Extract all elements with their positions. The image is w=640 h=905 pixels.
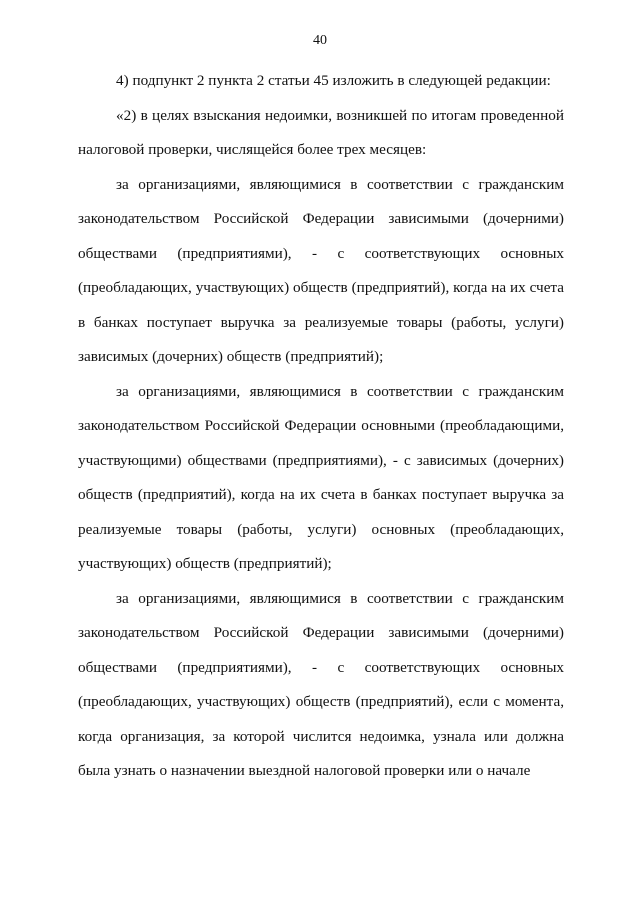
paragraph-audit-case: за организациями, являющимися в соответствии с гражданским законодательством Российской Федерации зависимыми (дочерними) обществами (предприятиями), - с соответствующих основных (преобладающих, участвующих) обществ (предприятий), если с момента, когда организация, за которой числится недоимка, узнала или должна была узнать о назначении выездной налоговой проверки или о начале xyxy=(78,589,564,779)
paragraph-parent-case: за организациями, являющимися в соответствии с гражданским законодательством Российской Федерации основными (преобладающими, участвующими) обществами (предприятиями), - с зависимых (дочерних) обществ (предприятий), когда на их счета в банках поступает выручка за реализуемые товары (работы, услуги) основных (преобладающих, участвующих) обществ (предприятий); xyxy=(78,382,564,572)
page-number: 40 xyxy=(313,33,327,48)
document-body xyxy=(78,64,564,789)
paragraph-subclause-2: «2) в целях взыскания недоимки, возникшей по итогам проведенной налоговой проверки, числящейся более трех месяцев: xyxy=(78,106,564,158)
paragraph-amendment-intro: 4) подпункт 2 пункта 2 статьи 45 изложить в следующей редакции: xyxy=(116,72,551,89)
paragraph-subsidiary-case: за организациями, являющимися в соответствии с гражданским законодательством Российской Федерации зависимыми (дочерними) обществами (предприятиями), - с соответствующих основных (преобладающих, участвующих) обществ (предприятий), когда на их счета в банках поступает выручка за реализуемые товары (работы, услуги) зависимых (дочерних) обществ (предприятий); xyxy=(78,175,564,365)
